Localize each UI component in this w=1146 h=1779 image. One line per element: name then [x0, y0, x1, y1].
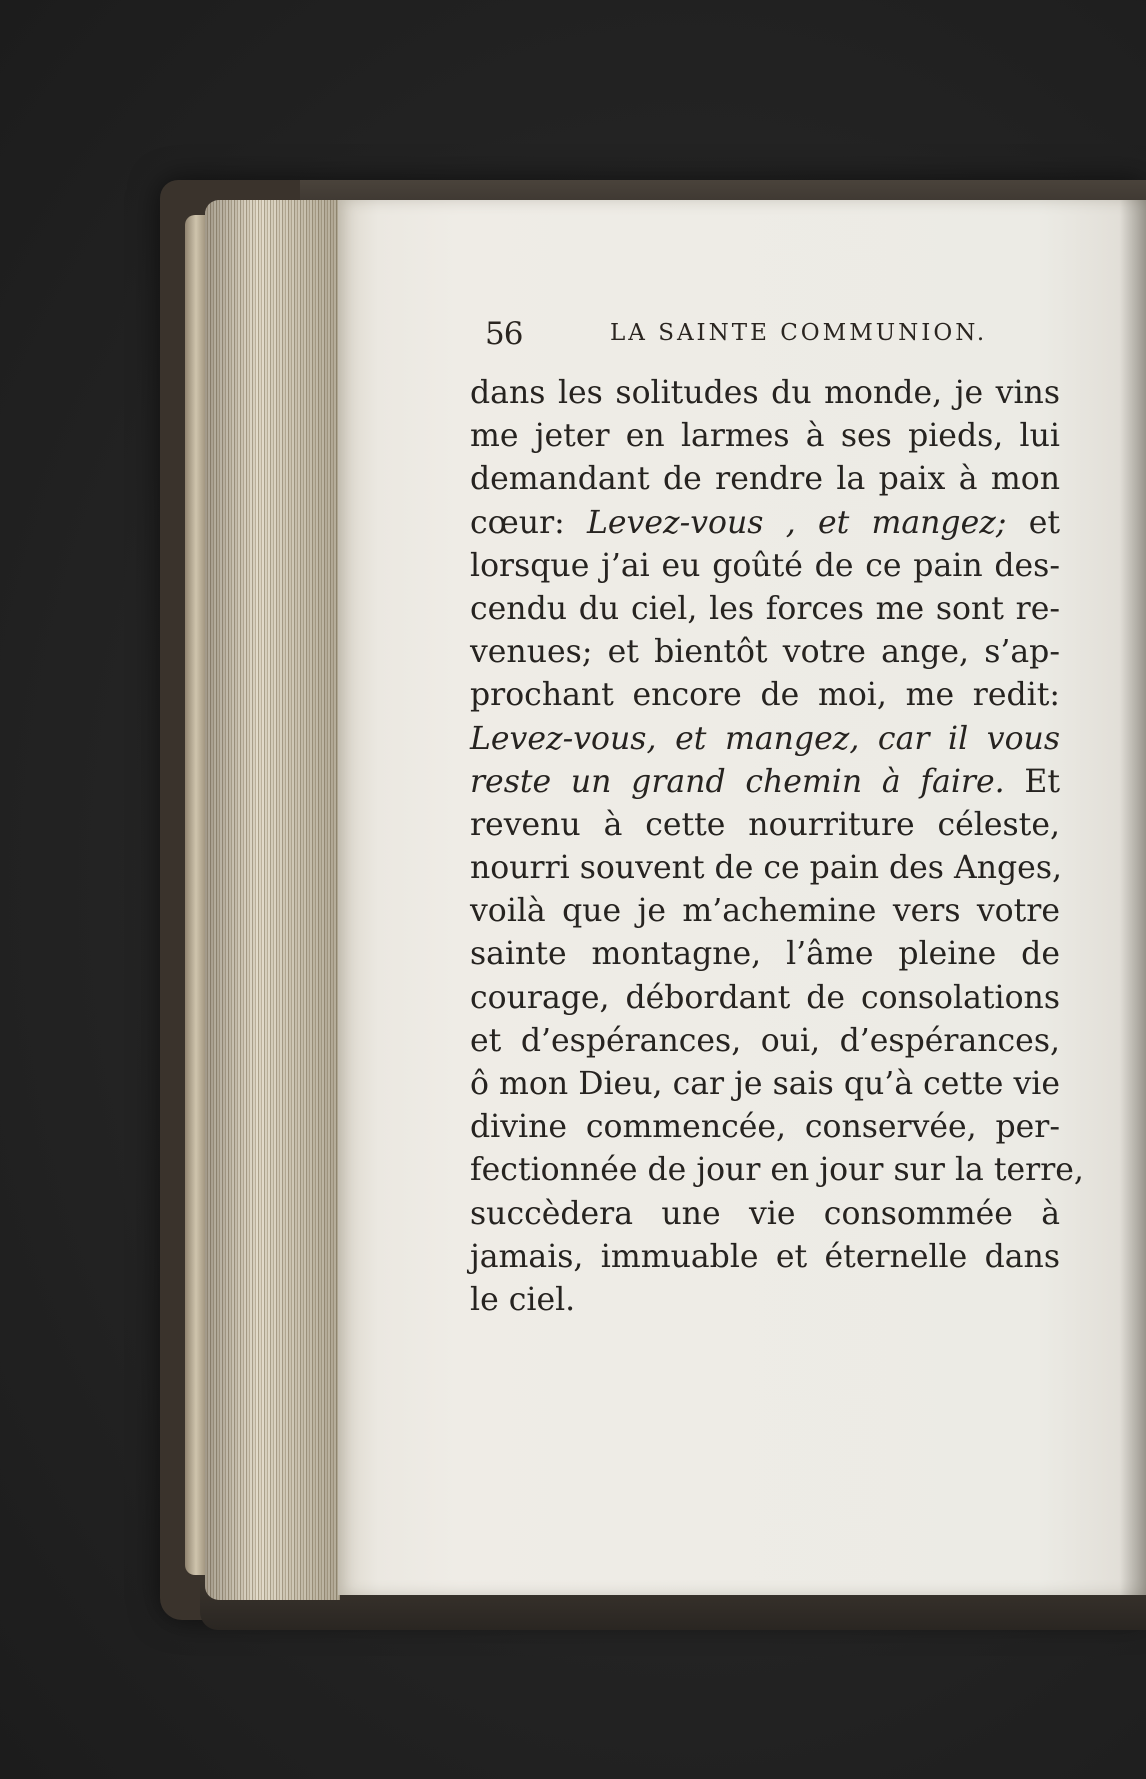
- page-number: 56: [485, 316, 523, 352]
- text-line: cendu du ciel, les forces me sont re-: [470, 590, 1060, 627]
- running-title: LA SAINTE COMMUNION.: [610, 320, 988, 346]
- text-line: nourri souvent de ce pain des Anges,: [470, 850, 1062, 887]
- page-edges-shading: [205, 200, 340, 1600]
- text-line: jamais, immuable et éternelle dans: [470, 1238, 1060, 1275]
- italic-quote: reste un grand chemin à faire.: [470, 763, 1005, 800]
- text-line: me jeter en larmes à ses pieds, lui: [470, 418, 1060, 455]
- page-header: [485, 316, 988, 356]
- text-line: sainte montagne, l’âme pleine de: [470, 936, 1060, 973]
- page-block-outer-edge: [185, 215, 207, 1575]
- text-line: [470, 761, 1060, 804]
- text-line: et d’espérances, oui, d’espérances,: [470, 1022, 1060, 1059]
- italic-quote-line: Levez-vous, et mangez, car il vous: [470, 720, 1060, 757]
- page-gutter-shadow: [1120, 200, 1146, 1595]
- text-line: [470, 502, 1060, 545]
- text-line: dans les solitudes du monde, je vins: [470, 375, 1060, 411]
- body-text: [470, 372, 1084, 1322]
- text-line: courage, débordant de consolations: [470, 979, 1060, 1016]
- text-line: prochant encore de moi, me redit:: [470, 677, 1060, 714]
- text-line: fectionnée de jour en jour sur la terre,: [470, 1152, 1084, 1189]
- text-line: revenu à cette nourriture céleste,: [470, 806, 1060, 843]
- text-line: venues; et bientôt votre ange, s’ap-: [470, 634, 1060, 671]
- text-line: lorsque j’ai eu goûté de ce pain des-: [470, 547, 1060, 584]
- text-line: succèdera une vie consommée à: [470, 1195, 1060, 1232]
- text-segment: et: [1028, 504, 1060, 541]
- text-line: divine commencée, conservée, per-: [470, 1109, 1060, 1146]
- text-line: le ciel.: [470, 1281, 576, 1318]
- text-line: ô mon Dieu, car je sais qu’à cette vie: [470, 1066, 1060, 1102]
- text-line: voilà que je m’achemine vers votre: [470, 893, 1060, 930]
- text-line: demandant de rendre la paix à mon: [470, 461, 1060, 498]
- italic-quote: Levez-vous , et mangez;: [587, 504, 1007, 541]
- text-segment: Et: [1024, 763, 1060, 800]
- text-segment: cœur:: [470, 504, 565, 541]
